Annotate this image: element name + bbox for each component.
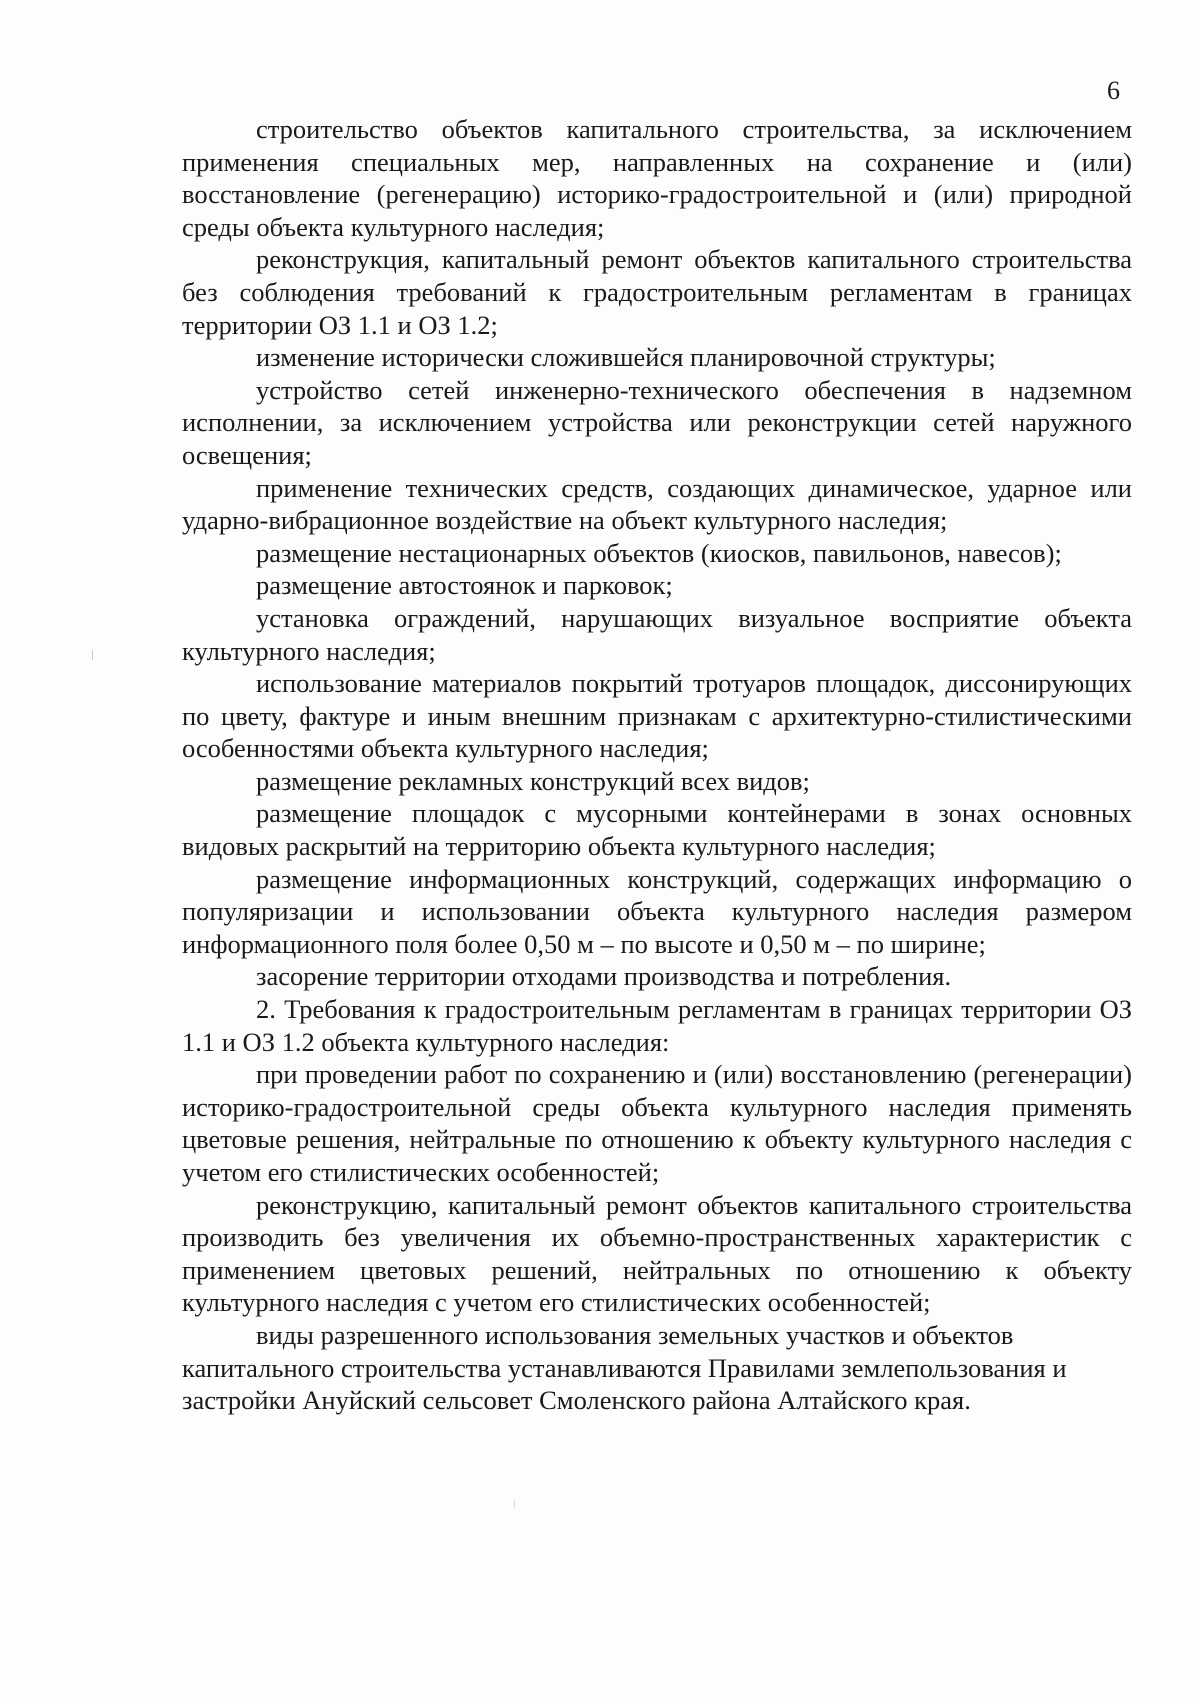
paragraph: строительство объектов капитального строительства, за исключением применения специальных мер, направленных на сохранение и (или) восстановление (регенерацию) историко-градостроительной и (или) природной среды объекта культурного наследия; bbox=[182, 114, 1132, 242]
page-number: 6 bbox=[1107, 76, 1120, 105]
scan-artifact bbox=[92, 650, 93, 660]
paragraph: размещение площадок с мусорными контейнерами в зонах основных видовых раскрытий на территорию объекта культурного наследия; bbox=[182, 798, 1132, 862]
paragraph: размещение информационных конструкций, содержащих информацию о популяризации и использовании объекта культурного наследия размером информационного поля более 0,50 м – по высоте и 0,50 м – по ширине; bbox=[182, 863, 1132, 959]
paragraph: установка ограждений, нарушающих визуальное восприятие объекта культурного наследия; bbox=[182, 602, 1132, 666]
paragraph: изменение исторически сложившейся планировочной структуры; bbox=[256, 342, 996, 373]
paragraph: реконструкция, капитальный ремонт объектов капитального строительства без соблюдения требований к градостроительным регламентам в границах территории ОЗ 1.1 и ОЗ 1.2; bbox=[182, 244, 1132, 340]
paragraph: засорение территории отходами производства и потребления. bbox=[256, 961, 952, 992]
paragraph: использование материалов покрытий тротуаров площадок, диссонирующих по цвету, фактуре и иным внешним признакам с архитектурно-стилистическими особенностями объекта культурного наследия; bbox=[182, 668, 1132, 764]
document-body bbox=[182, 113, 1132, 1417]
scan-artifact bbox=[514, 1500, 515, 1508]
paragraph: устройство сетей инженерно-технического обеспечения в надземном исполнении, за исключением устройства или реконструкции сетей наружного освещения; bbox=[182, 374, 1132, 470]
paragraph: применение технических средств, создающих динамическое, ударное или ударно-вибрационное воздействие на объект культурного наследия; bbox=[182, 472, 1132, 536]
section-heading-paragraph: 2. Требования к градостроительным регламентам в границах территории ОЗ 1.1 и ОЗ 1.2 объекта культурного наследия: bbox=[182, 994, 1132, 1057]
paragraph: реконструкцию, капитальный ремонт объектов капитального строительства производить без увеличения их объемно-пространственных характеристик с применением цветовых решений, нейтральных по отношению к объекту культурного наследия с учетом его стилистических особенностей; bbox=[182, 1189, 1132, 1318]
paragraph: размещение нестационарных объектов (киосков, павильонов, навесов); bbox=[256, 537, 1062, 568]
paragraph: при проведении работ по сохранению и (или) восстановлению (регенерации) историко-градостроительной среды объекта культурного наследия применять цветовые решения, нейтральные по отношению к объекту культурного наследия с учетом его стилистических особенностей; bbox=[182, 1059, 1132, 1187]
paragraph: виды разрешенного использования земельных участков и объектов капитального строительства устанавливаются Правилами землепользования и застройки Ануйский сельсовет Смоленского района Алтайского края. bbox=[182, 1319, 1067, 1416]
paragraph: размещение рекламных конструкций всех видов; bbox=[256, 765, 810, 796]
paragraph: размещение автостоянок и парковок; bbox=[256, 570, 673, 601]
